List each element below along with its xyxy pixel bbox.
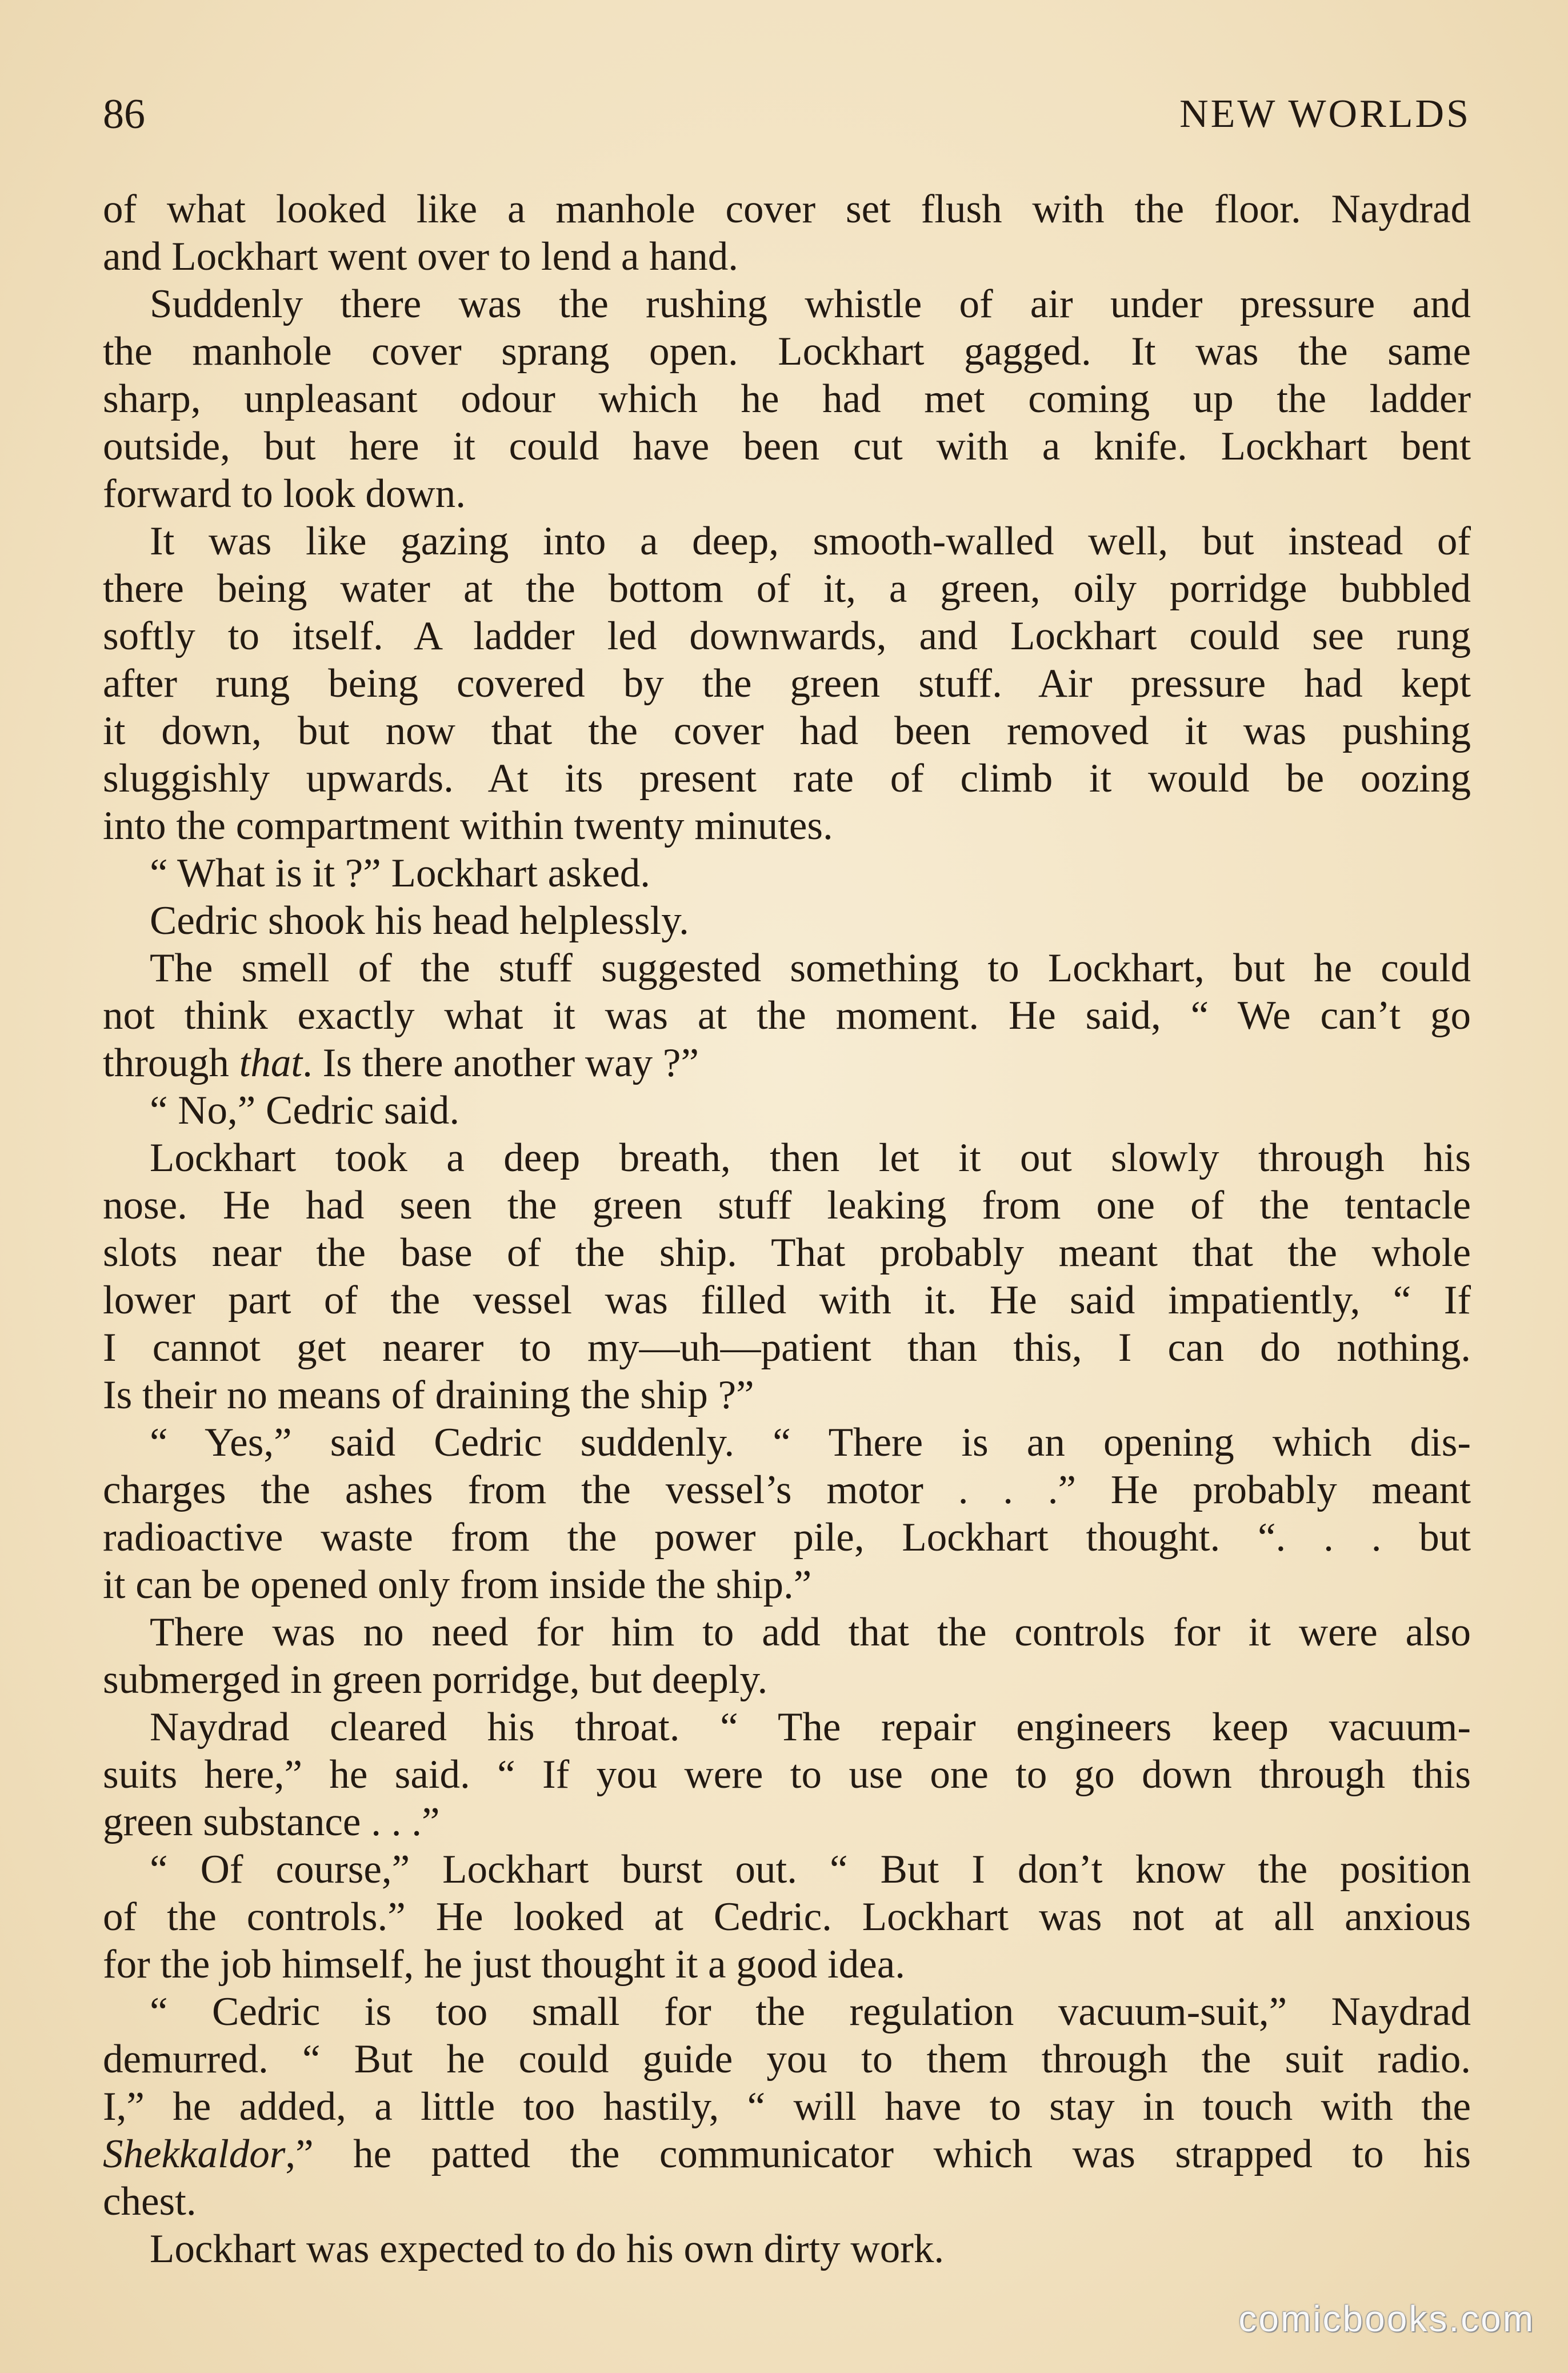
text-line: it down, but now that the cover had been removed it was pushing <box>103 709 1471 753</box>
text-line: I cannot get nearer to my—uh—patient than this, I can do nothing. <box>103 1325 1471 1370</box>
text-line: Suddenly there was the rushing whistle of air under pressure and <box>150 282 1471 326</box>
text-line: slots near the base of the ship. That probably meant that the whole <box>103 1231 1471 1275</box>
text-line: Lockhart took a deep breath, then let it out slowly through his <box>150 1136 1471 1180</box>
text-line: The smell of the stuff suggested something to Lockhart, but he could <box>150 946 1471 990</box>
text-line: for the job himself, he just thought it a good idea. <box>103 1942 905 1987</box>
running-head: NEW WORLDS <box>1179 92 1471 136</box>
text-line: sluggishly upwards. At its present rate of climb it would be oozing <box>103 756 1471 801</box>
text-line: nose. He had seen the green stuff leaking from one of the tentacle <box>103 1183 1471 1228</box>
text-line: suits here,” he said. “ If you were to use one to go down through this <box>103 1752 1471 1797</box>
page-number: 86 <box>103 91 145 138</box>
text-line: into the compartment within twenty minutes. <box>103 804 833 848</box>
text-line: Shekkaldor,” he patted the communicator which was strapped to his <box>103 2132 1471 2176</box>
text-line: Naydrad cleared his throat. “ The repair engineers keep vacuum- <box>150 1705 1471 1749</box>
text-line: of the controls.” He looked at Cedric. Lockhart was not at all anxious <box>103 1895 1471 1939</box>
text-line: “ Cedric is too small for the regulation vacuum-suit,” Naydrad <box>150 1990 1471 2034</box>
text-line: submerged in green porridge, but deeply. <box>103 1657 768 1702</box>
text-line: “ Yes,” said Cedric suddenly. “ There is an opening which dis- <box>150 1420 1471 1465</box>
text-line: There was no need for him to add that the controls for it were also <box>150 1610 1471 1655</box>
watermark: comicbooks.com <box>1238 2298 1535 2339</box>
text-line: sharp, unpleasant odour which he had met coming up the ladder <box>103 377 1471 421</box>
page-header <box>103 86 1471 143</box>
text-line: outside, but here it could have been cut with a knife. Lockhart bent <box>103 424 1471 469</box>
text-line: forward to look down. <box>103 472 466 516</box>
text-line: softly to itself. A ladder led downwards, and Lockhart could see rung <box>103 614 1471 658</box>
body-text <box>103 186 1471 2273</box>
text-line: after rung being covered by the green stuff. Air pressure had kept <box>103 661 1471 706</box>
text-line: charges the ashes from the vessel’s motor . . .” He probably meant <box>103 1468 1471 1512</box>
text-line: Lockhart was expected to do his own dirty work. <box>150 2227 945 2271</box>
text-line: “ No,” Cedric said. <box>150 1088 460 1133</box>
text-line: Cedric shook his head helplessly. <box>150 898 689 943</box>
text-line: It was like gazing into a deep, smooth-walled well, but instead of <box>150 519 1471 564</box>
text-line: through that. Is there another way ?” <box>103 1041 699 1085</box>
text-line: Is their no means of draining the ship ?” <box>103 1373 754 1417</box>
text-line: “ Of course,” Lockhart burst out. “ But I don’t know the position <box>150 1847 1471 1892</box>
text-line: the manhole cover sprang open. Lockhart gagged. It was the same <box>103 329 1471 374</box>
text-line: of what looked like a manhole cover set flush with the floor. Naydrad <box>103 187 1471 231</box>
text-line: “ What is it ?” Lockhart asked. <box>150 851 650 896</box>
text-line: and Lockhart went over to lend a hand. <box>103 234 738 279</box>
text-line: green substance . . .” <box>103 1800 440 1844</box>
text-line: I,” he added, a little too hastily, “ will have to stay in touch with the <box>103 2084 1471 2129</box>
text-line: it can be opened only from inside the ship.” <box>103 1563 812 1607</box>
text-line: there being water at the bottom of it, a green, oily porridge bubbled <box>103 566 1471 611</box>
text-line: demurred. “ But he could guide you to them through the suit radio. <box>103 2037 1471 2082</box>
text-line: not think exactly what it was at the moment. He said, “ We can’t go <box>103 993 1471 1038</box>
text-line: chest. <box>103 2179 197 2224</box>
text-line: lower part of the vessel was filled with it. He said impatiently, “ If <box>103 1278 1471 1323</box>
text-line: radioactive waste from the power pile, Lockhart thought. “. . . but <box>103 1515 1471 1560</box>
